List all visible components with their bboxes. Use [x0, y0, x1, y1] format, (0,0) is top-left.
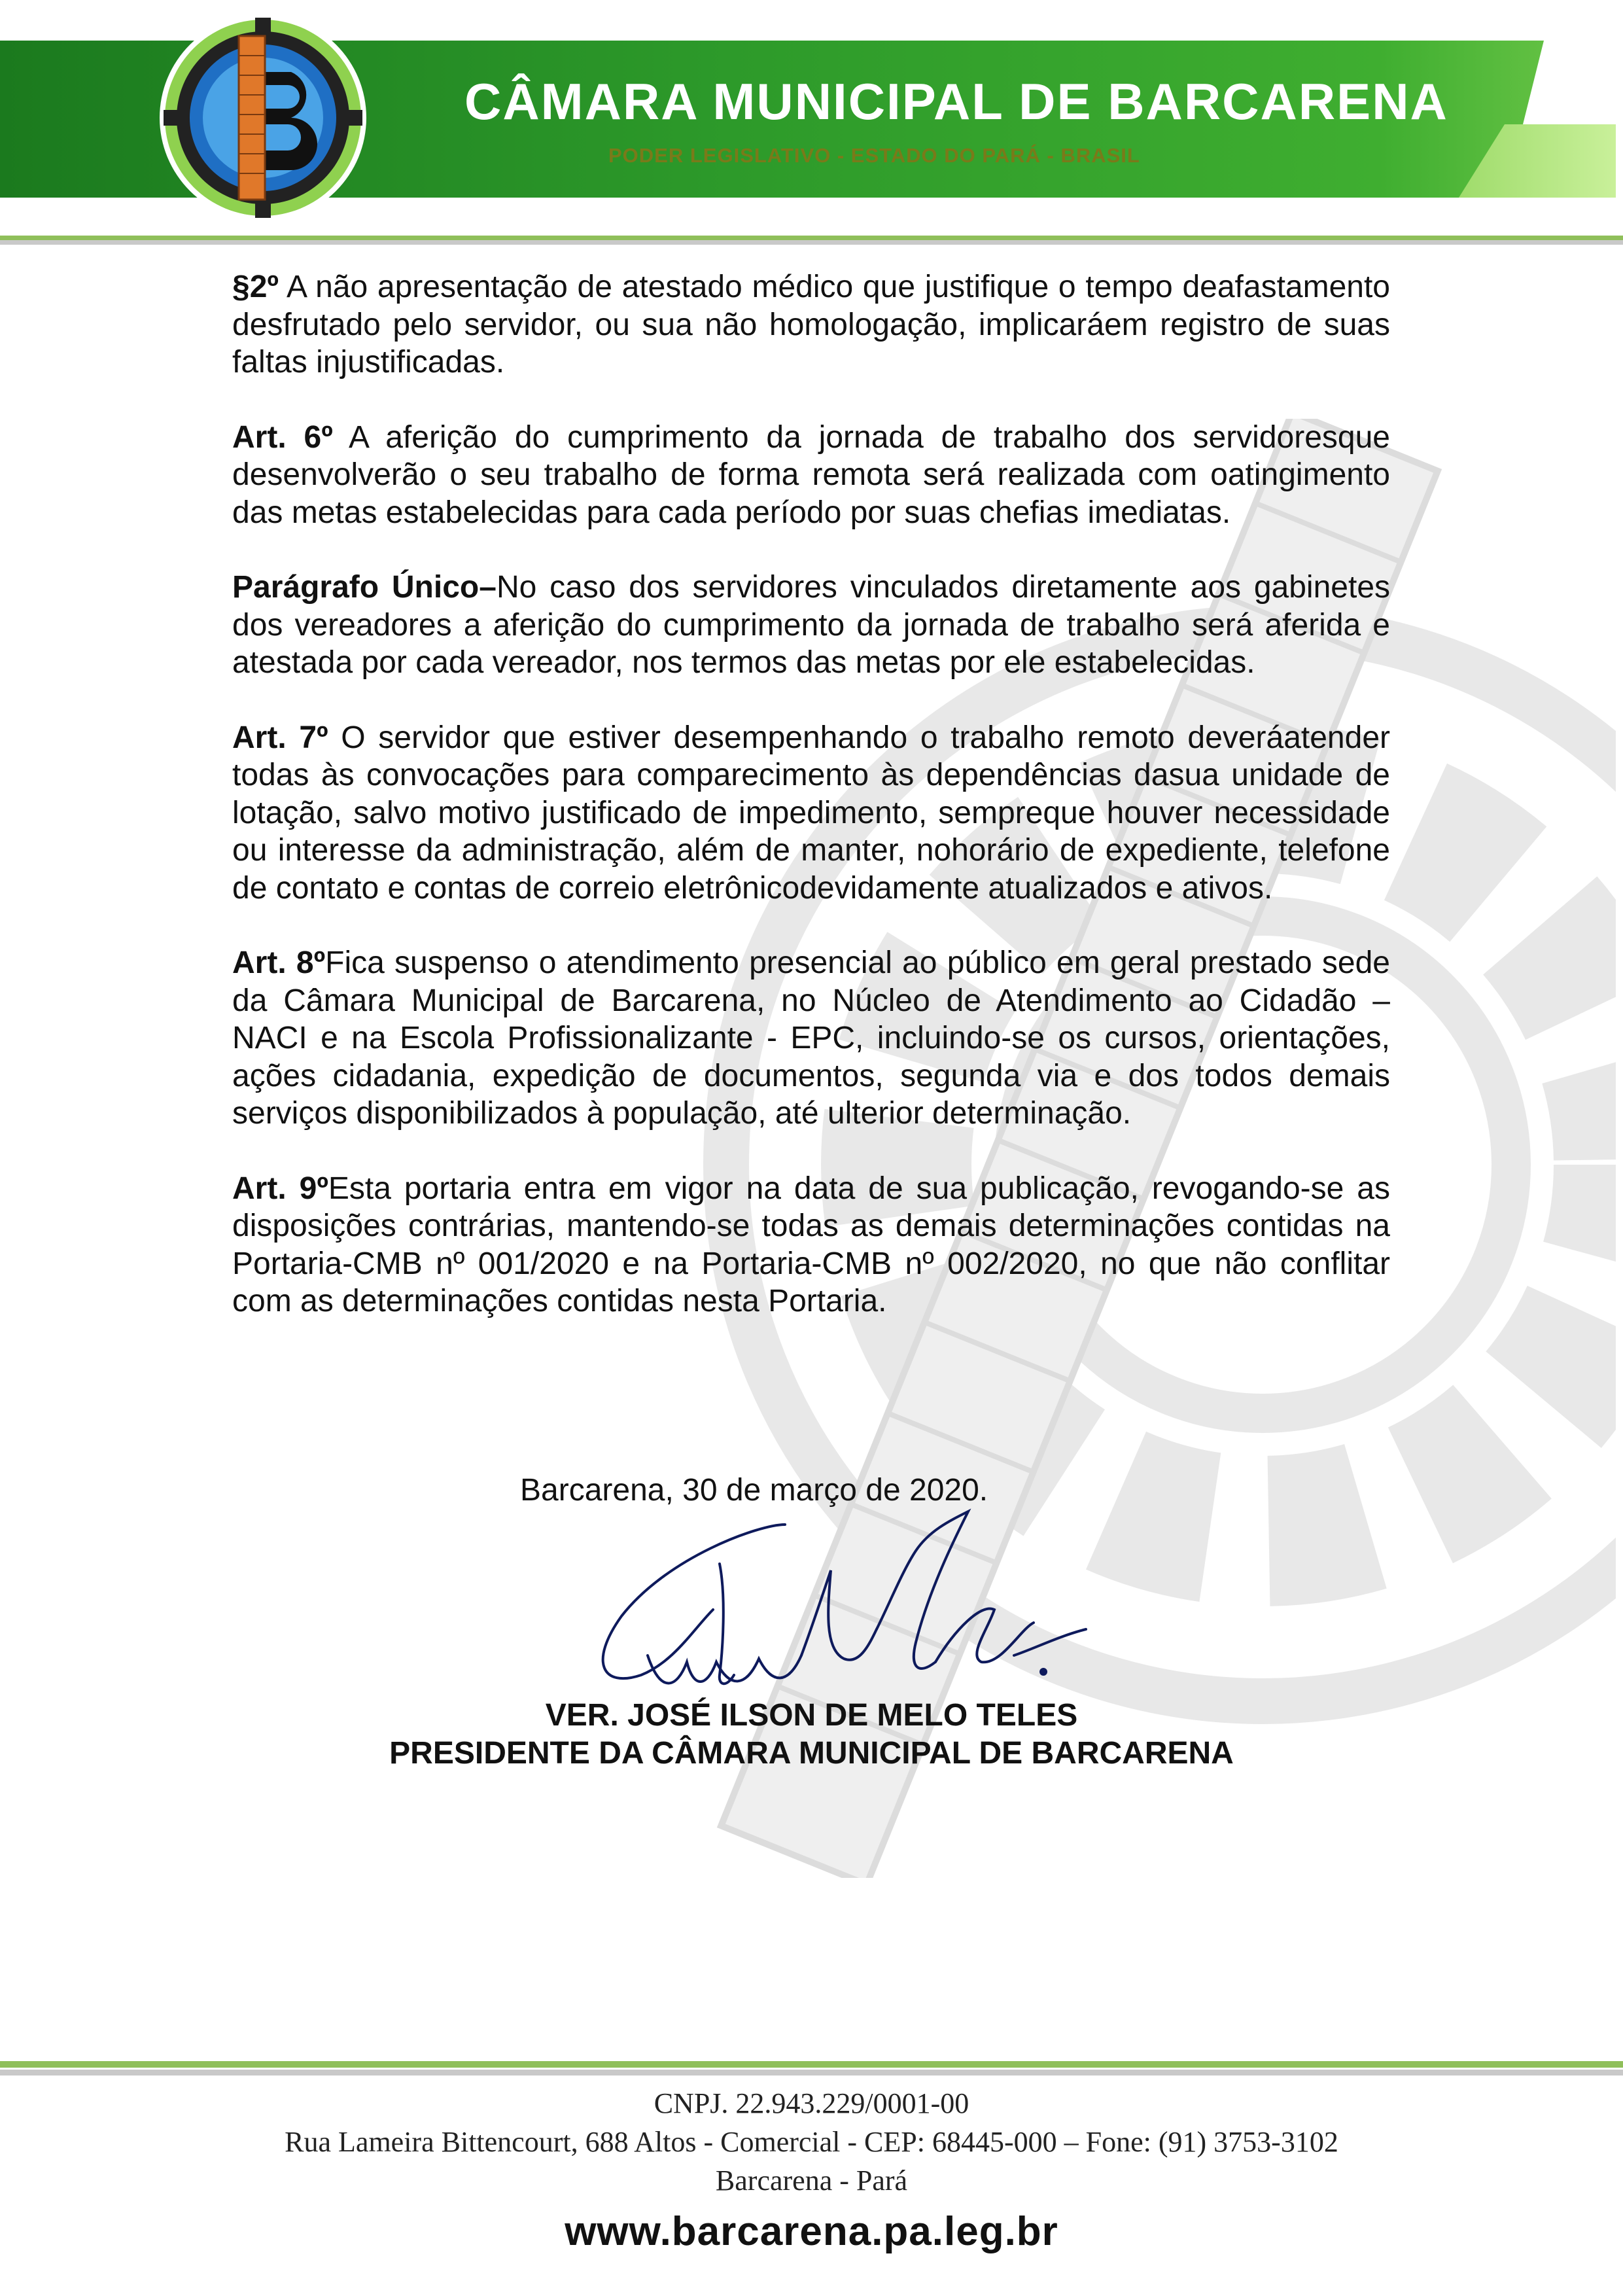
document-body	[232, 268, 1390, 1358]
chamber-logo-icon	[147, 10, 379, 226]
signatory-role: PRESIDENTE DA CÂMARA MUNICIPAL DE BARCARENA	[389, 1736, 1234, 1771]
paragraph-lead: Art. 9º	[232, 1171, 328, 1206]
footer	[0, 2084, 1623, 2255]
header-title: CÂMARA MUNICIPAL DE BARCARENA	[464, 73, 1448, 130]
paragraph-text: A aferição do cumprimento da jornada de trabalho dos servidoresque desenvolverão o seu trabalho de forma remota será realizada com oatingimento das metas estabelecidas para cada período por suas chefias imediatas.	[232, 419, 1390, 530]
article-8	[232, 944, 1390, 1133]
footer-divider	[0, 2061, 1623, 2075]
article-9	[232, 1170, 1390, 1320]
paragraph-text: Esta portaria entra em vigor na data de sua publicação, revogando-se as disposições contrárias, mantendo-se todas as demais determinações contidas na Portaria-CMB nº 001/2020 e na Portaria-CMB nº 002/2020, no que não conflitar com as determinações contidas nesta Portaria.	[232, 1171, 1390, 1318]
paragraph-lead: Parágrafo Único–	[232, 570, 497, 605]
date-line: Barcarena, 30 de março de 2020.	[520, 1473, 988, 1508]
paragraph-text: A não apresentação de atestado médico que justifique o tempo deafastamento desfrutado pelo servidor, ou sua não homologação, implicaráem registro de suas faltas injustificadas.	[232, 270, 1390, 380]
paragraph-lead: Art. 6º	[232, 419, 333, 455]
paragraph-text: O servidor que estiver desempenhando o trabalho remoto deveráatender todas às convocações para comparecimento às dependências dasua unidade de lotação, salvo motivo justificado de impedimento, sempreque houver necessidade ou interesse da administração, além de manter, nohorário de expediente, telefone de contato e contas de correio eletrônicodevidamente atualizados e ativos.	[232, 720, 1390, 906]
article-7	[232, 719, 1390, 908]
signatory-block	[0, 1697, 1623, 1773]
handwritten-signature	[563, 1498, 1119, 1714]
paragraph-lead: §2º	[232, 270, 279, 304]
letterhead	[0, 0, 1623, 249]
paragraph-text: No caso dos servidores vinculados diretamente aos gabinetes dos vereadores a aferição do cumprimento da jornada de trabalho será aferida e atestada por cada vereador, nos termos das metas por ele estabelecidas.	[232, 570, 1391, 680]
footer-website-link[interactable]: www.barcarena.pa.leg.br	[565, 2209, 1058, 2254]
footer-address: Rua Lameira Bittencourt, 688 Altos - Comercial - CEP: 68445-000 – Fone: (91) 3753-3102	[285, 2126, 1338, 2158]
header-subtitle: PODER LEGISLATIVO - ESTADO DO PARÁ - BRASIL	[608, 144, 1140, 167]
paragrafo-unico	[232, 569, 1390, 682]
header-divider	[0, 236, 1623, 245]
paragraph-lead: Art. 8º	[232, 945, 326, 980]
paragraph-lead: Art. 7º	[232, 720, 328, 755]
footer-city: Barcarena - Pará	[715, 2164, 908, 2197]
footer-cnpj: CNPJ. 22.943.229/0001-00	[654, 2087, 969, 2119]
signatory-name: VER. JOSÉ ILSON DE MELO TELES	[545, 1698, 1078, 1733]
paragraph-text: Fica suspenso o atendimento presencial ao público em geral prestado sede da Câmara Municipal de Barcarena, no Núcleo de Atendimento ao Cidadão – NACI e na Escola Profissionalizante - EPC, incluindo-se os cursos, orientações, ações cidadania, expedição de documentos, segunda via e dos todos demais serviços disponibilizados à população, até ulterior determinação.	[232, 945, 1391, 1131]
paragraph-2	[232, 268, 1390, 381]
article-6	[232, 419, 1390, 532]
